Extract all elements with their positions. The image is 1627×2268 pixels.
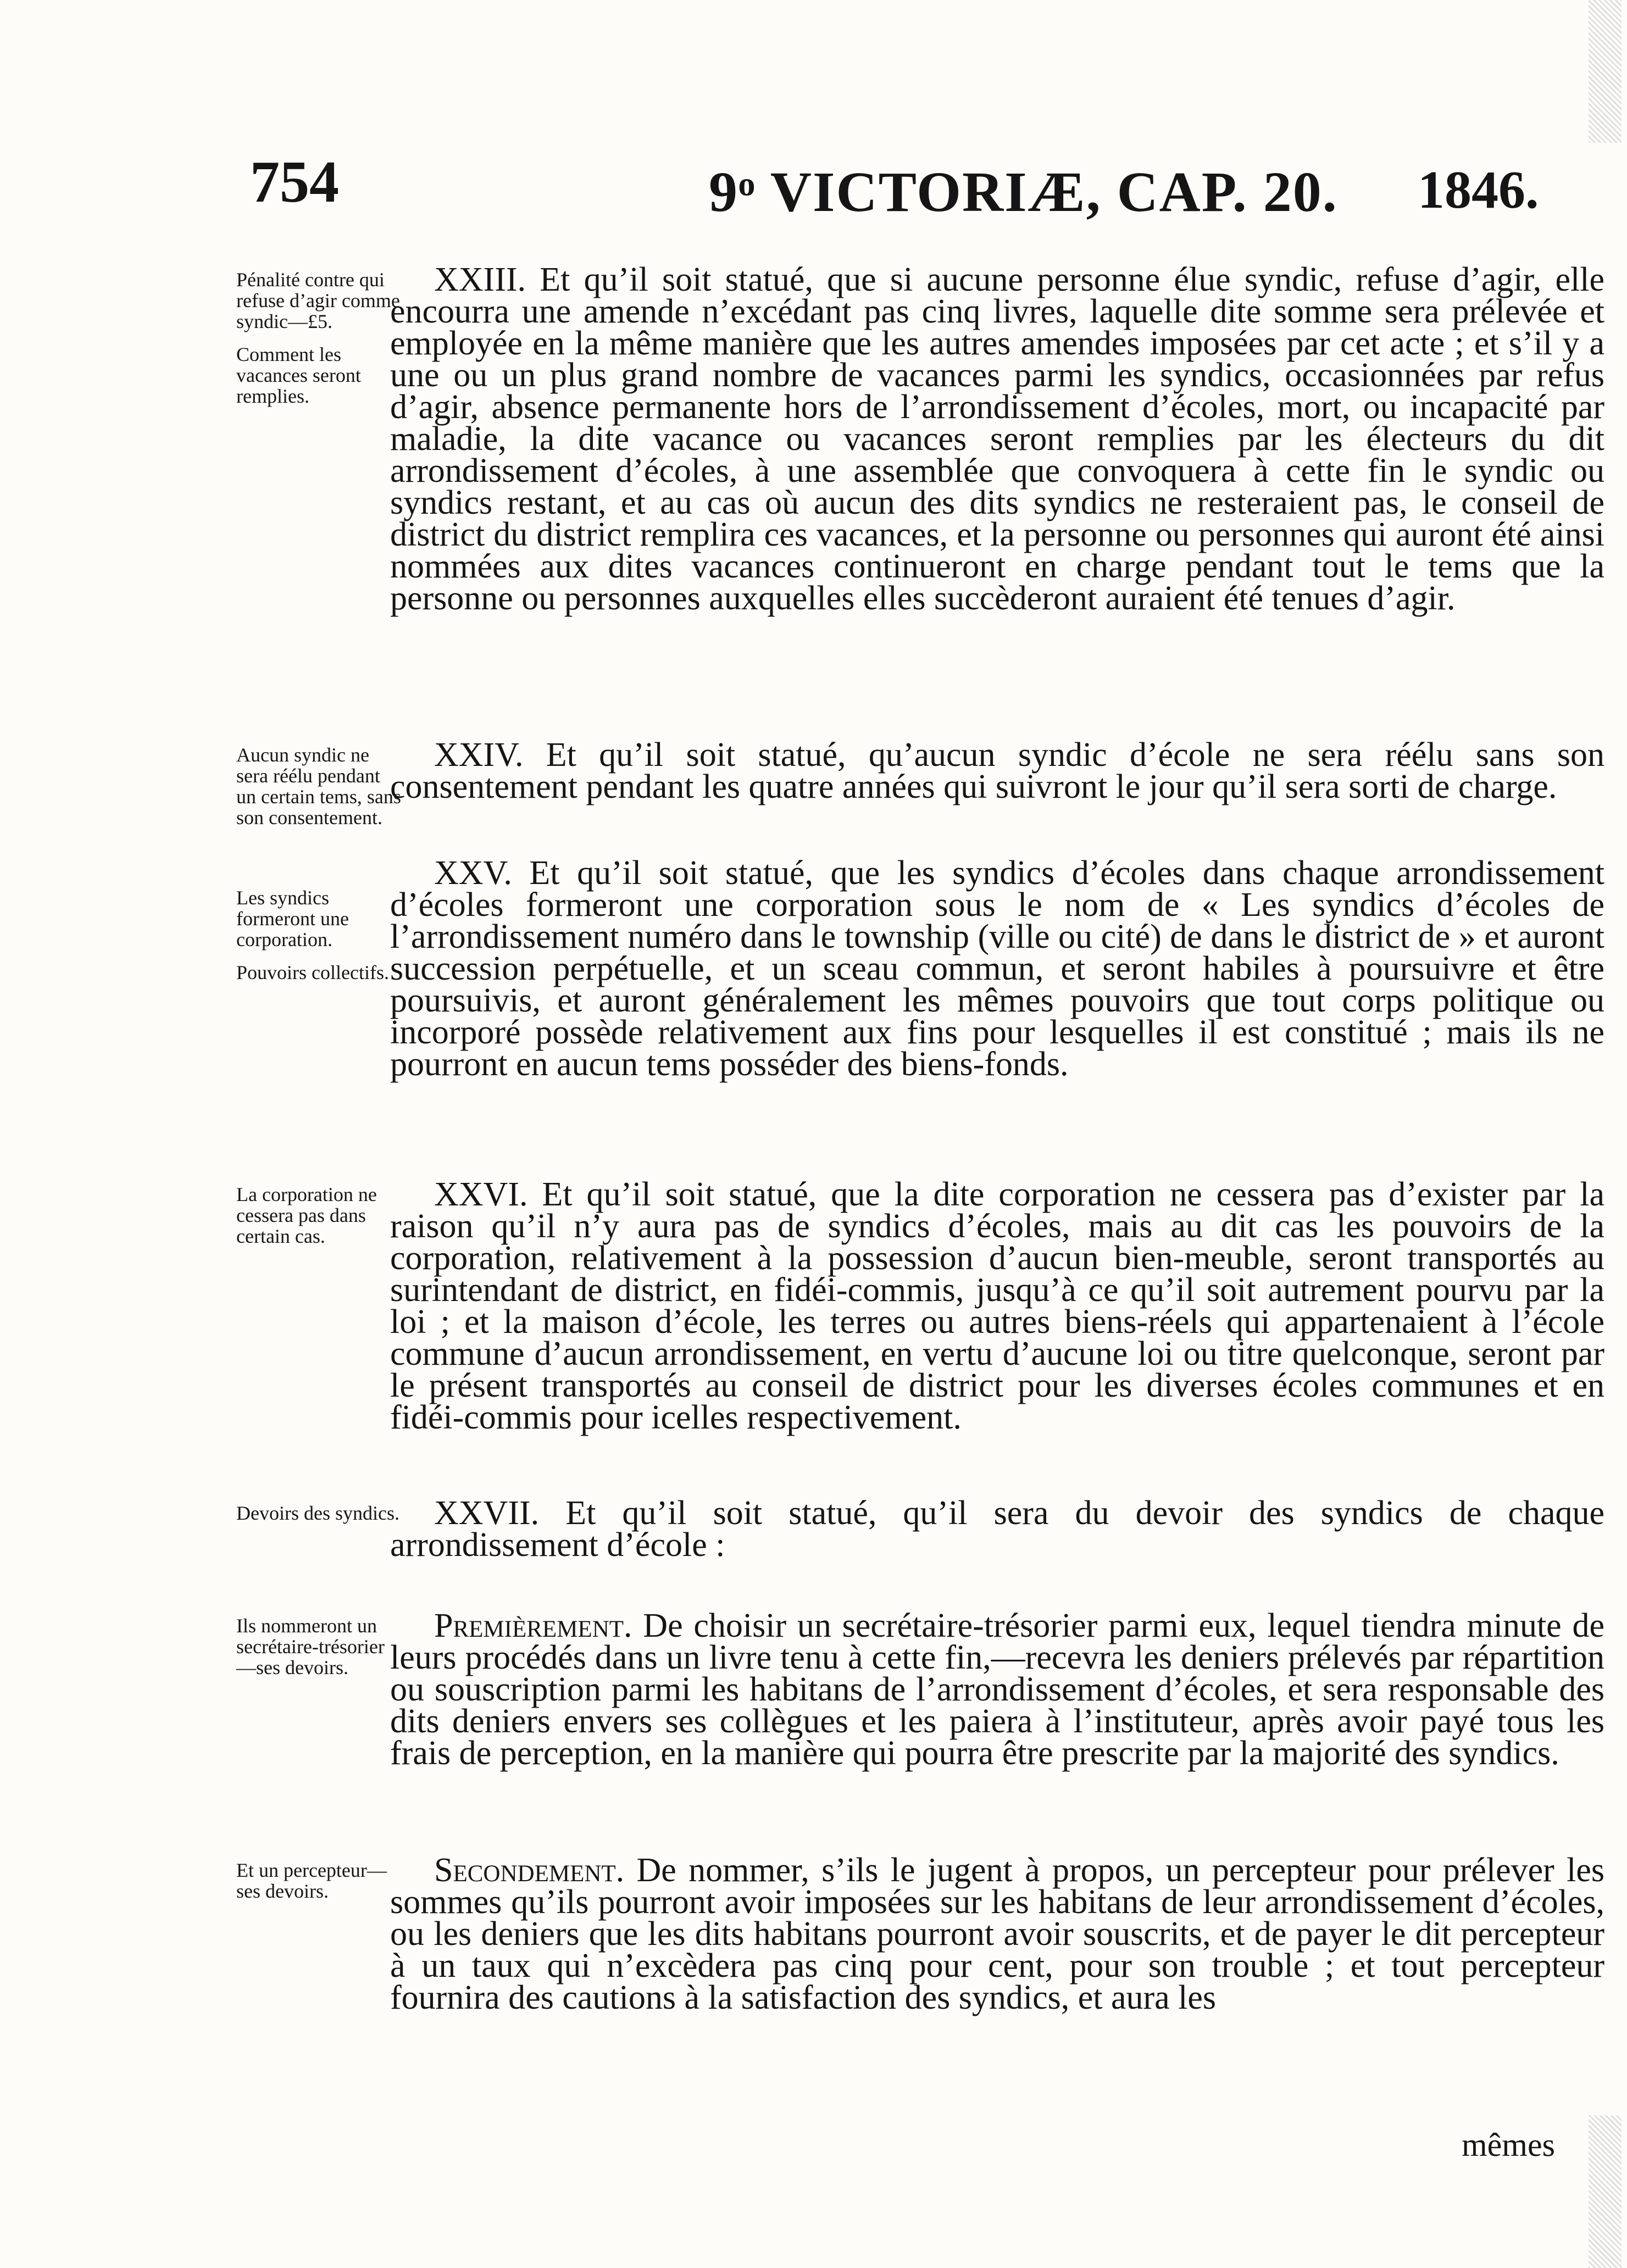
margin-note: Ils nommeront un secrétaire-trésorier—ses devoirs. <box>236 1615 385 1678</box>
page-header <box>0 148 1627 236</box>
margin-note: Comment les vacances seront remplies. <box>236 343 361 407</box>
margin-note: Pénalité contre qui refuse d’agir comme syndic—£5. <box>236 269 400 332</box>
margin-note: Devoirs des syndics. <box>236 1502 399 1524</box>
margin-notes <box>236 269 401 419</box>
section-text: De nommer, s’ils le jugent à propos, un percepteur pour prélever les sommes qu’ils pourront avoir imposées sur les habitans de leur arrondissement d’écoles, ou les deniers que les dits habitans pourront avoir souscrits, et de payer le dit percepteur à un taux qui n’excèdera pas cinq pour cent, pour son trouble ; et tout percepteur fournira des cautions à la satisfaction des syndics, et aura les <box>390 1852 1604 2016</box>
section-text: Et qu’il soit statué, que les syndics d’écoles dans chaque arrondissement d’écoles formeront une corporation sous le nom de « Les syndics d’écoles de l’arrondissement numéro dans le township (ville ou cité) de dans le district de » et auront succession perpétuelle, et un sceau commun, et seront habiles à poursuivre et être poursuivis, et auront généralement les mêmes pouvoirs que tout corps politique ou incorporé possède relativement aux fins pour lesquelles il est constitué ; mais ils ne pourront en aucun tems posséder des biens-fonds. <box>390 854 1604 1083</box>
margin-notes <box>236 887 401 995</box>
year: 1846. <box>1418 160 1539 220</box>
margin-note: Les syndics formeront une corporation. <box>236 887 349 950</box>
section-paragraph <box>390 854 1604 1083</box>
margin-notes <box>236 1615 401 1690</box>
section-number: XXVI. <box>434 1176 528 1213</box>
section-number: XXVII. <box>434 1494 540 1532</box>
running-title: 9ᵒ VICTORIÆ, CAP. 20. <box>709 160 1338 224</box>
section-paragraph <box>390 1494 1605 1564</box>
margin-notes <box>236 1860 401 1914</box>
section-text: De choisir un secrétaire-trésorier parmi eux, lequel tiendra minute de leurs procédés dans un livre tenu à cette fin,—recevra les deniers prélevés par répartition ou souscription parmi les habitans de l’arrondissement d’écoles, et sera responsable des dits deniers envers ses collègues et les paiera à l’instituteur, après avoir payé tous les frais de perception, en la manière qui pourra être prescrite par la majorité des syndics. <box>390 1607 1604 1772</box>
section-paragraph <box>390 1854 1604 2014</box>
scan-edge-noise <box>1589 0 1622 143</box>
section-paragraph <box>390 736 1605 805</box>
margin-notes <box>236 1503 401 1536</box>
margin-note: Aucun syndic ne sera réélu pendant un certain tems, sans son consentement. <box>236 744 401 829</box>
section-text: Et qu’il soit statué, que la dite corporation ne cessera pas d’exister par la raison qu’il n’y aura pas de syndics d’écoles, mais au dit cas les pouvoirs de la corporation, relativement à la possession d’aucun bien-meuble, seront transportés au surintendant de district, en fidéi-commis, jusqu’à ce qu’il soit autrement pourvu par la loi ; et la maison d’école, les terres ou autres biens-réels qui appartenaient à l’école commune d’aucun arrondissement, en vertu d’aucune loi ou titre quelconque, seront par le présent transportés au conseil de district pour les diverses écoles communes et en fidéi-commis pour icelles respectivement. <box>390 1176 1604 1436</box>
margin-note: Et un percepteur—ses devoirs. <box>236 1859 387 1902</box>
section-text: Et qu’il soit statué, que si aucune personne élue syndic, refuse d’agir, elle encourra une amende n’excédant pas cinq livres, laquelle dite somme sera prélevée et employée en la même manière que les autres amendes imposées par cet acte ; et s’il y a une ou un plus grand nombre de vacances parmi les syndics, occasionnées par refus d’agir, absence permanente hors de l’arrondissement d’écoles, mort, ou incapacité par maladie, la dite vacance ou vacances seront remplies par les électeurs du dit arrondissement d’écoles, à une assemblée que convoquera à cette fin le syndic ou syndics restant, et au cas où aucun des dits syndics ne resteraient pas, le conseil de district du district remplira ces vacances, et la personne ou personnes qui auront été ainsi nommées aux dites vacances continueront en charge pendant tout le tems que la personne ou personnes auxquelles elles succèderont auraient été tenues d’agir. <box>390 261 1605 617</box>
section-text: Et qu’il soit statué, qu’il sera du devoir des syndics de chaque arrondissement d’école : <box>390 1494 1605 1564</box>
section-number: XXV. <box>434 854 512 892</box>
section-number: Secondement. <box>434 1852 625 1889</box>
section-number: XXIII. <box>434 261 526 298</box>
section-paragraph <box>390 1176 1604 1436</box>
catchword: mêmes <box>1462 2127 1555 2163</box>
page-number: 754 <box>250 149 339 215</box>
section-text: Et qu’il soit statué, qu’aucun syndic d’école ne sera réélu sans son consentement pendant les quatre années qui suivront le jour qu’il sera sorti de charge. <box>390 736 1605 805</box>
section-paragraph <box>390 1607 1604 1772</box>
margin-note: Pouvoirs collectifs. <box>236 961 389 983</box>
scan-edge-noise <box>1589 2115 1622 2268</box>
section-paragraph <box>390 261 1605 617</box>
margin-note: La corporation ne cessera pas dans certain cas. <box>236 1183 377 1247</box>
margin-notes <box>236 1184 401 1259</box>
margin-notes <box>236 744 401 840</box>
section-number: XXIV. <box>434 736 524 774</box>
section-number: Premièrement. <box>434 1607 632 1644</box>
